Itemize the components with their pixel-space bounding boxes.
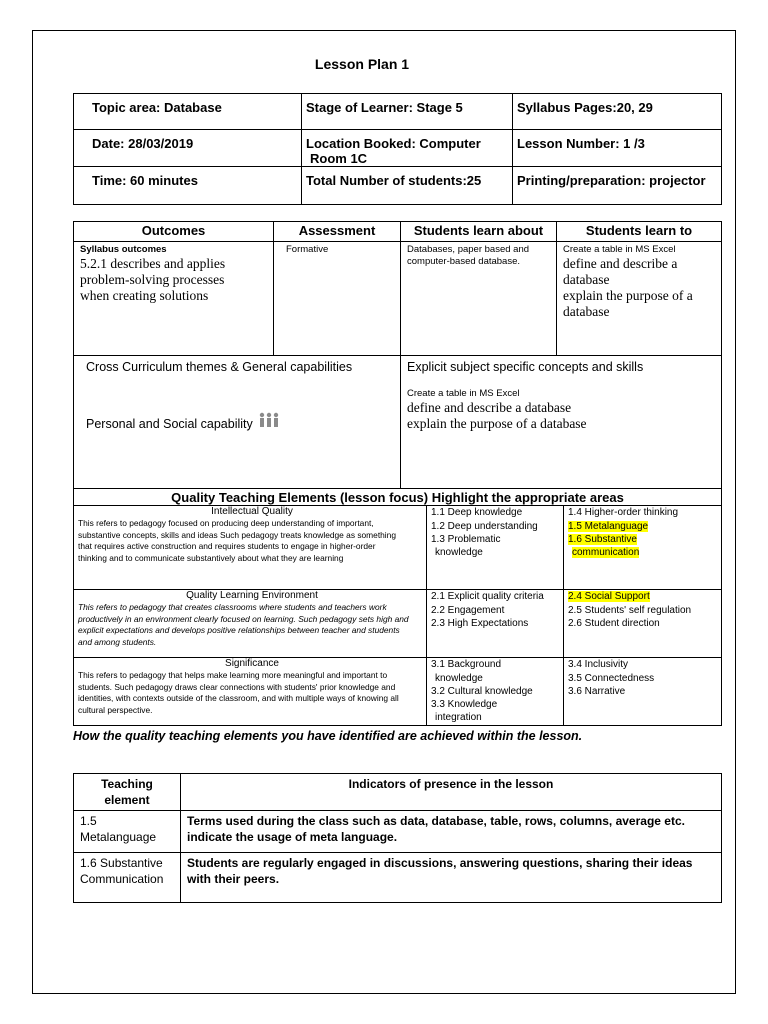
header-element-line1: Teaching bbox=[101, 777, 153, 791]
how-question: How the quality teaching elements you have identified are achieved within the lesson. bbox=[73, 729, 583, 743]
location-line2: Room 1C bbox=[310, 151, 368, 166]
intellectual-quality-title: Intellectual Quality bbox=[211, 506, 293, 518]
header-learn-to: Students learn to bbox=[557, 222, 722, 242]
sig-desc-line: cultural perspective. bbox=[78, 705, 153, 716]
list-item: 1.3 Problematic bbox=[431, 533, 501, 545]
row-indicator-substantive bbox=[181, 853, 722, 903]
total-students: Total Number of students:25 bbox=[302, 167, 513, 205]
topic-area: Topic area: Database bbox=[74, 94, 302, 130]
list-item: 3.4 Inclusivity bbox=[568, 659, 629, 671]
list-item: knowledge bbox=[435, 672, 483, 684]
lesson-number: Lesson Number: 1 /3 bbox=[513, 130, 722, 167]
learn-to-line3: explain the purpose of a bbox=[563, 288, 693, 303]
row-element-substantive bbox=[74, 853, 181, 903]
people-group-icon bbox=[258, 412, 280, 433]
syllabus-outcome-line2: problem-solving processes bbox=[80, 272, 225, 287]
page-title: Lesson Plan 1 bbox=[314, 56, 410, 72]
syllabus-outcomes-cell bbox=[74, 242, 274, 356]
qle-desc-line: explicit expectations and develops positive relationships between teacher and students bbox=[78, 625, 400, 636]
list-item: 2.3 High Expectations bbox=[431, 617, 529, 629]
header-element-line2: element bbox=[104, 793, 150, 807]
list-item: 3.1 Background bbox=[431, 659, 502, 671]
list-item: 1.1 Deep knowledge bbox=[431, 507, 523, 519]
assessment-cell bbox=[274, 242, 401, 356]
learning-environment-cell bbox=[74, 590, 427, 658]
learning-environment-title: Quality Learning Environment bbox=[186, 590, 318, 602]
qle-elements-col2 bbox=[564, 590, 722, 658]
learn-to-line4: database bbox=[563, 304, 610, 319]
highlighted-social-support: 2.4 Social Support bbox=[568, 591, 650, 603]
syllabus-outcomes-label: Syllabus outcomes bbox=[80, 244, 167, 255]
list-item: 2.5 Students' self regulation bbox=[568, 604, 692, 616]
lesson-time: Time: 60 minutes bbox=[74, 167, 302, 205]
indicator-line: indicate the usage of meta language. bbox=[187, 830, 398, 844]
location-booked bbox=[302, 130, 513, 167]
lesson-date: Date: 28/03/2019 bbox=[74, 130, 302, 167]
list-item: 3.5 Connectedness bbox=[568, 672, 655, 684]
qle-elements-col1 bbox=[427, 590, 564, 658]
syllabus-pages: Syllabus Pages:20, 29 bbox=[513, 94, 722, 130]
explicit-line1: define and describe a database bbox=[407, 400, 572, 415]
significance-cell bbox=[74, 658, 427, 726]
element-label: Metalanguage bbox=[80, 830, 157, 844]
personal-social-row bbox=[86, 412, 400, 433]
qle-desc-line: This refers to pedagogy that creates classrooms where students and teachers work bbox=[78, 602, 387, 613]
lesson-info-table bbox=[73, 93, 722, 205]
iq-elements-col1 bbox=[427, 506, 564, 590]
stage-of-learner: Stage of Learner: Stage 5 bbox=[302, 94, 513, 130]
quality-teaching-heading: Quality Teaching Elements (lesson focus) Highlight the appropriate areas bbox=[74, 489, 722, 506]
learn-about-line2: computer-based database. bbox=[407, 256, 521, 267]
sig-desc-line: This refers to pedagogy that helps make learning more meaningful and important to bbox=[78, 670, 388, 681]
highlighted-metalanguage: 1.5 Metalanguage bbox=[568, 520, 649, 532]
list-item: 2.1 Explicit quality criteria bbox=[431, 591, 544, 603]
list-item: 3.6 Narrative bbox=[568, 685, 626, 697]
learn-to-line2: database bbox=[563, 272, 610, 287]
list-item: 1.4 Higher-order thinking bbox=[568, 507, 679, 519]
header-learn-about: Students learn about bbox=[401, 222, 557, 242]
list-item: 3.3 Knowledge bbox=[431, 699, 498, 711]
explicit-line2: explain the purpose of a database bbox=[407, 416, 587, 431]
list-item: integration bbox=[435, 712, 482, 724]
iq-desc-line: thinking and to communicate substantively about what they are learning bbox=[78, 553, 344, 564]
list-item: 3.2 Cultural knowledge bbox=[431, 685, 533, 697]
sig-desc-line: identities, with contexts outside of the classroom, and with multiple ways of knowing all bbox=[78, 693, 399, 704]
header-indicators: Indicators of presence in the lesson bbox=[181, 774, 722, 811]
indicator-line: Students are regularly engaged in discussions, answering questions, sharing their ideas bbox=[187, 856, 693, 870]
sig-desc-line: students. Such pedagogy draws clear connections with students' prior knowledge and bbox=[78, 681, 396, 692]
intellectual-quality-cell bbox=[74, 506, 427, 590]
sig-elements-col2 bbox=[564, 658, 722, 726]
row-indicator-metalanguage bbox=[181, 811, 722, 853]
capability-label: Personal and Social capability bbox=[86, 417, 253, 431]
learn-to-line1: define and describe a bbox=[563, 256, 678, 271]
qle-desc-line: and among students. bbox=[78, 637, 157, 648]
highlighted-communication: communication bbox=[572, 547, 640, 559]
iq-elements-col2 bbox=[564, 506, 722, 590]
iq-desc-line: substantive concepts, skills and ideas Such pedagogy treats knowledge as something bbox=[78, 529, 396, 540]
sig-elements-col1 bbox=[427, 658, 564, 726]
iq-desc-line: This refers to pedagogy focused on producing deep understanding of important, bbox=[78, 518, 374, 529]
learn-to-cell bbox=[557, 242, 722, 356]
cross-curriculum-heading: Cross Curriculum themes & General capabilities bbox=[86, 360, 353, 374]
explicit-concepts-cell bbox=[401, 356, 722, 489]
quality-teaching-table bbox=[73, 488, 722, 726]
location-line1: Location Booked: Computer bbox=[306, 136, 481, 151]
qle-desc-line: productively in an environment clearly focused on learning. Such pedagogy sets high and bbox=[78, 613, 409, 624]
printing-preparation: Printing/preparation: projector bbox=[513, 167, 722, 205]
indicator-line: Terms used during the class such as data, database, table, rows, columns, average etc. bbox=[187, 814, 685, 828]
highlighted-substantive: 1.6 Substantive bbox=[568, 533, 637, 545]
list-item: 2.2 Engagement bbox=[431, 604, 505, 616]
cross-curriculum-cell bbox=[74, 356, 401, 489]
row-element-metalanguage bbox=[74, 811, 181, 853]
iq-desc-line: that requires active construction and requires students to engage in higher-order bbox=[78, 541, 376, 552]
syllabus-outcome-line3: when creating solutions bbox=[80, 288, 209, 303]
element-code: 1.6 Substantive bbox=[80, 856, 163, 870]
explicit-small: Create a table in MS Excel bbox=[407, 388, 520, 399]
header-outcomes: Outcomes bbox=[74, 222, 274, 242]
learn-about-line1: Databases, paper based and bbox=[407, 244, 530, 255]
list-item: 2.6 Student direction bbox=[568, 617, 660, 629]
learn-about-cell bbox=[401, 242, 557, 356]
assessment-value: Formative bbox=[286, 244, 329, 255]
learn-to-small: Create a table in MS Excel bbox=[563, 244, 676, 255]
significance-title: Significance bbox=[225, 658, 279, 670]
syllabus-outcome-line1: 5.2.1 describes and applies bbox=[80, 256, 226, 271]
element-label: Communication bbox=[80, 872, 164, 886]
list-item: 1.2 Deep understanding bbox=[431, 520, 538, 532]
element-code: 1.5 bbox=[80, 814, 97, 828]
header-teaching-element bbox=[74, 774, 181, 811]
list-item: knowledge bbox=[435, 547, 483, 559]
outcomes-table bbox=[73, 221, 722, 489]
indicator-line: with their peers. bbox=[187, 872, 280, 886]
header-assessment: Assessment bbox=[274, 222, 401, 242]
explicit-heading: Explicit subject specific concepts and skills bbox=[407, 360, 644, 374]
indicators-table bbox=[73, 773, 722, 903]
